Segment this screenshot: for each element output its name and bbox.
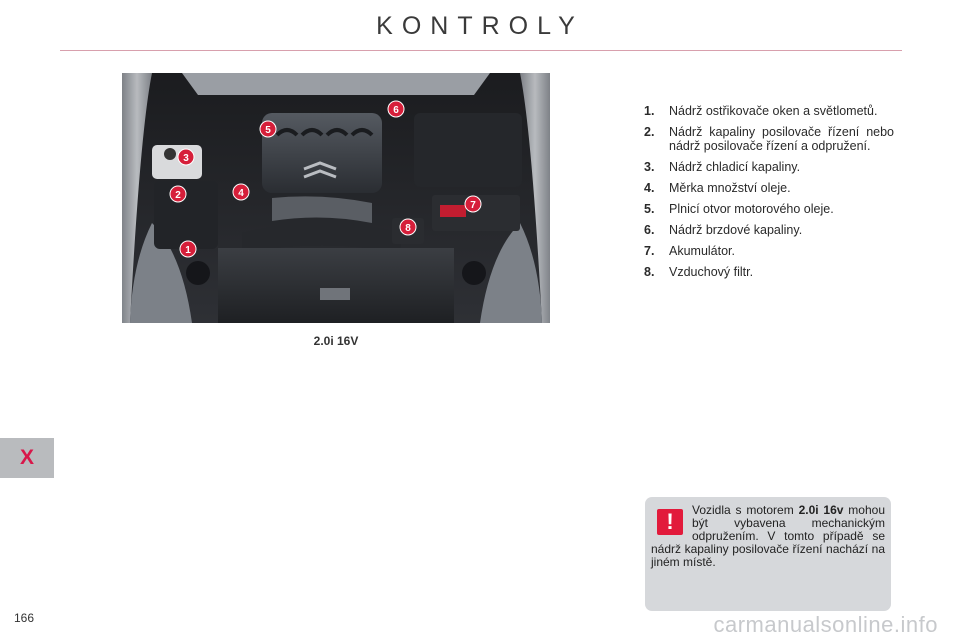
warning-note xyxy=(645,497,891,611)
legend-number: 1. xyxy=(644,104,655,118)
callout-label: 1 xyxy=(185,245,191,256)
legend-text: Nádrž kapaliny posilovače řízení nebo nádrž posilovače řízení a odpružení. xyxy=(669,125,894,153)
callout-4 xyxy=(233,184,249,200)
legend-text: Měrka množství oleje. xyxy=(669,181,791,195)
legend-item xyxy=(644,125,894,153)
legend-number: 4. xyxy=(644,181,655,195)
callout-label: 3 xyxy=(183,153,189,164)
legend-number: 5. xyxy=(644,202,655,216)
legend-item xyxy=(644,104,894,118)
callout-6 xyxy=(388,101,404,117)
legend-text: Nádrž ostřikovače oken a světlometů. xyxy=(669,104,878,118)
callout-label: 5 xyxy=(265,125,271,136)
callout-5 xyxy=(260,121,276,137)
legend-text: Vzduchový filtr. xyxy=(669,265,754,279)
legend-number: 7. xyxy=(644,244,655,258)
legend-text: Nádrž brzdové kapaliny. xyxy=(669,223,803,237)
callout-1 xyxy=(180,241,196,257)
legend-text: Akumulátor. xyxy=(669,244,736,258)
exclamation-warning-icon: ! xyxy=(657,509,683,535)
warning-text xyxy=(651,504,885,569)
warning-text-start: Vozidla s motorem xyxy=(692,503,799,517)
callout-label: 2 xyxy=(175,190,181,201)
legend-text: Plnicí otvor motorového oleje. xyxy=(669,202,834,216)
page-number: 166 xyxy=(14,611,35,625)
callout-3 xyxy=(178,149,194,165)
callout-label: 7 xyxy=(470,200,476,211)
legend-item xyxy=(644,223,894,237)
legend-number: 6. xyxy=(644,223,655,237)
component-legend xyxy=(644,104,894,286)
legend-number: 3. xyxy=(644,160,655,174)
page-title: KONTROLY xyxy=(376,12,584,40)
title-divider xyxy=(60,50,902,51)
legend-item xyxy=(644,202,894,216)
callout-label: 8 xyxy=(405,223,411,234)
callout-label: 6 xyxy=(393,105,399,116)
legend-number: 2. xyxy=(644,125,655,139)
watermark: carmanualsonline.info xyxy=(713,612,938,637)
engine-bay-image xyxy=(122,73,550,323)
engine-name: 2.0i 16v xyxy=(798,503,844,517)
chapter-tab: X xyxy=(0,438,54,478)
callout-8 xyxy=(400,219,416,235)
legend-number: 8. xyxy=(644,265,655,279)
legend-item xyxy=(644,244,894,258)
warning-text-end: mohou být vybavena mechanickým odpružením. V tomto případě se nádrž kapaliny posilovače řízení nachází na jiném místě. xyxy=(651,503,886,569)
legend-item xyxy=(644,160,894,174)
legend-item xyxy=(644,181,894,195)
callout-2 xyxy=(170,186,186,202)
legend-item xyxy=(644,265,894,279)
figure-caption: 2.0i 16V xyxy=(313,334,359,348)
callout-label: 4 xyxy=(238,188,244,199)
callout-7 xyxy=(465,196,481,212)
legend-text: Nádrž chladicí kapaliny. xyxy=(669,160,801,174)
